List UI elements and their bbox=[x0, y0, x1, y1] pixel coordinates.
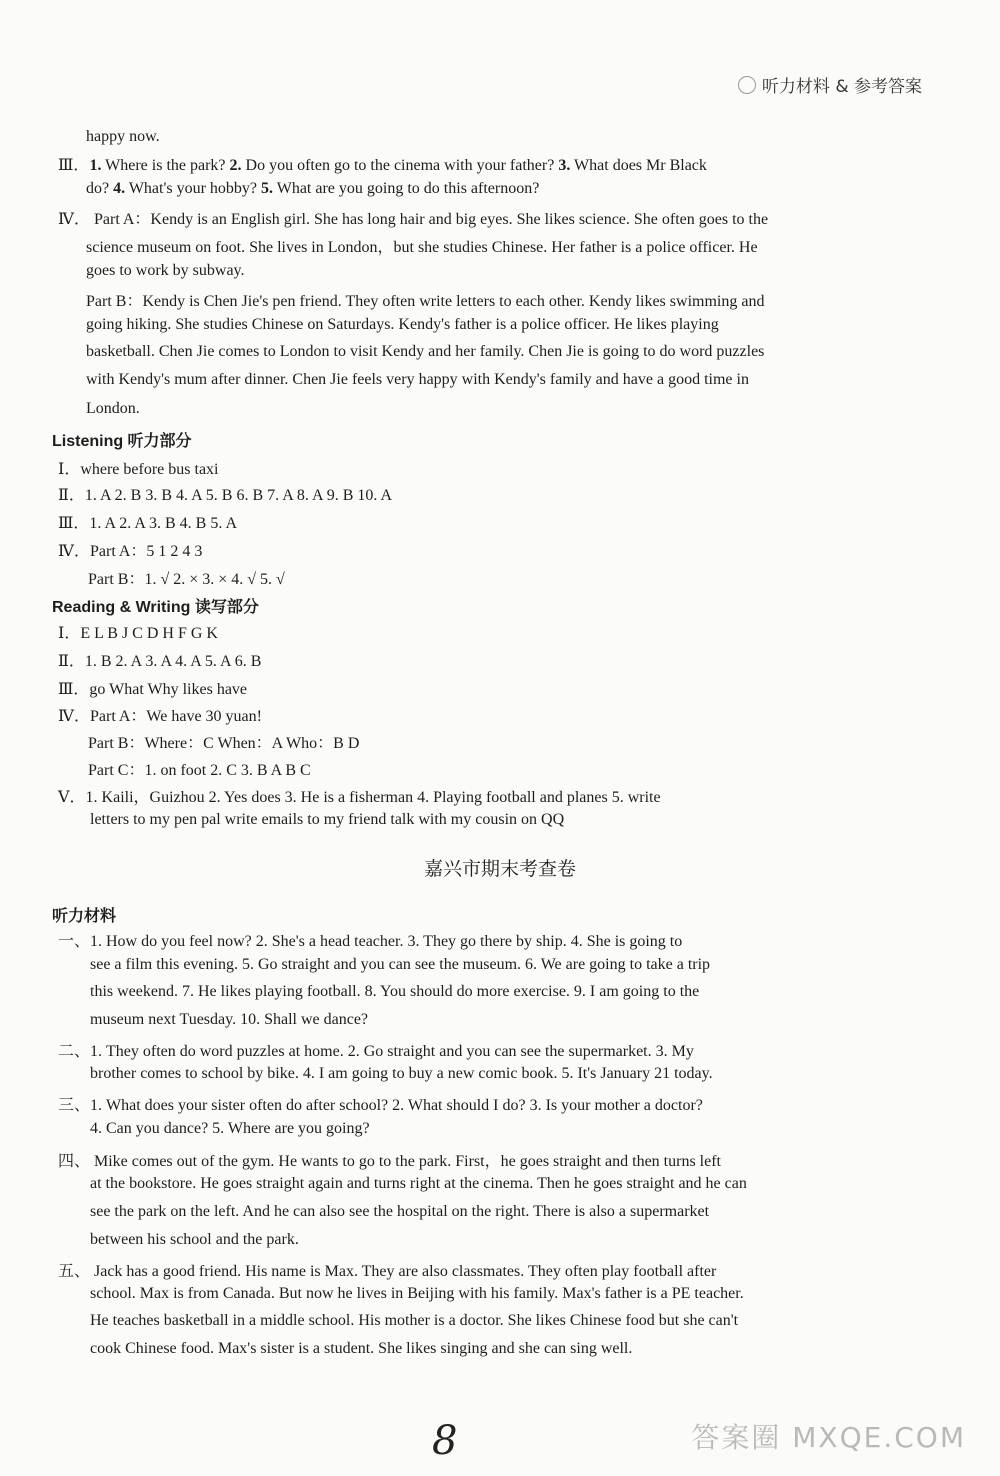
text-line: goes to work by subway. bbox=[86, 262, 245, 279]
text-line: museum next Tuesday. 10. Shall we dance? bbox=[90, 1011, 369, 1028]
text-line: at the bookstore. He goes straight again and turns right at the cinema. Then he goes straight and he can bbox=[90, 1175, 747, 1192]
text-line: letters to my pen pal write emails to my friend talk with my cousin on QQ bbox=[90, 811, 565, 828]
text-line: 三、1. What does your sister often do after school? 2. What should I do? 3. Is your mother a doctor? bbox=[58, 1097, 703, 1114]
text-line: Ⅰ．E L B J C D H F G K bbox=[58, 625, 218, 642]
text-line: 4. Can you dance? 5. Where are you going? bbox=[90, 1120, 370, 1137]
text-line: London. bbox=[86, 400, 140, 417]
text-line: Part C：1. on foot 2. C 3. B A B C bbox=[88, 762, 311, 779]
watermark: 答案圈 MXQE.COM bbox=[691, 1421, 966, 1454]
reading-heading: Reading & Writing 读写部分 bbox=[52, 599, 259, 616]
text-line: with Kendy's mum after dinner. Chen Jie feels very happy with Kendy's family and have a good time in bbox=[86, 371, 749, 388]
text-line: Ⅳ．Part A：We have 30 yuan! bbox=[58, 708, 262, 725]
text-line: see the park on the left. And he can also see the hospital on the right. There is also a supermarket bbox=[90, 1203, 710, 1220]
text-line: Ⅱ．1. A 2. B 3. B 4. A 5. B 6. B 7. A 8. A 9. B 10. A bbox=[58, 487, 393, 504]
text-line: see a film this evening. 5. Go straight and you can see the museum. 6. We are going to take a trip bbox=[90, 956, 711, 973]
page-header bbox=[738, 72, 922, 97]
text-line: science museum on foot. She lives in London，but she studies Chinese. Her father is a police officer. He bbox=[86, 239, 758, 256]
text-line: Ⅱ．1. B 2. A 3. A 4. A 5. A 6. B bbox=[58, 653, 262, 670]
text-line: Part B：1. √ 2. × 3. × 4. √ 5. √ bbox=[88, 571, 285, 588]
text-line: Ⅳ． Part A：Kendy is an English girl. She has long hair and big eyes. She likes science. She often goes to the bbox=[58, 211, 769, 228]
circle-icon bbox=[738, 76, 756, 94]
text-line: Ⅲ．1. Where is the park? 2. Do you often go to the cinema with your father? 3. What does Mr Black bbox=[58, 157, 707, 174]
text-line: between his school and the park. bbox=[90, 1231, 299, 1248]
text-line: 五、 Jack has a good friend. His name is Max. They are also classmates. They often play football after bbox=[58, 1263, 717, 1280]
text-line: school. Max is from Canada. But now he lives in Beijing with his family. Max's father is a PE teacher. bbox=[90, 1285, 744, 1302]
text-line: 一、1. How do you feel now? 2. She's a head teacher. 3. They go there by ship. 4. She is going to bbox=[58, 933, 683, 950]
text-line: He teaches basketball in a middle school. His mother is a doctor. She likes Chinese food but she can't bbox=[90, 1312, 739, 1329]
listening-heading: Listening 听力部分 bbox=[52, 433, 192, 450]
text-line: 二、1. They often do word puzzles at home. 2. Go straight and you can see the supermarket. 3. My bbox=[58, 1043, 694, 1060]
text-line: brother comes to school by bike. 4. I am going to buy a new comic book. 5. It's January 21 today. bbox=[90, 1065, 713, 1082]
text-line: cook Chinese food. Max's sister is a student. She likes singing and she can sing well. bbox=[90, 1340, 633, 1357]
text-line: do? 4. What's your hobby? 5. What are you going to do this afternoon? bbox=[86, 180, 540, 197]
header-title: 听力材料 & 参考答案 bbox=[761, 77, 922, 97]
text-line: 四、 Mike comes out of the gym. He wants to go to the park. First，he goes straight and then turns left bbox=[58, 1153, 722, 1170]
listening-material-heading: 听力材料 bbox=[52, 908, 117, 925]
text-line: Ⅲ．1. A 2. A 3. B 4. B 5. A bbox=[58, 515, 238, 532]
text-line: going hiking. She studies Chinese on Saturdays. Kendy's father is a police officer. He likes playing bbox=[86, 316, 719, 333]
text-line: basketball. Chen Jie comes to London to visit Kendy and her family. Chen Jie is going to do word puzzles bbox=[86, 343, 765, 360]
text-line: Part B：Kendy is Chen Jie's pen friend. They often write letters to each other. Kendy likes swimming and bbox=[86, 293, 765, 310]
text-line: Ⅳ．Part A：5 1 2 4 3 bbox=[58, 543, 203, 560]
text-line: Ⅲ．go What Why likes have bbox=[58, 681, 248, 698]
text-line: Part B：Where：C When：A Who：B D bbox=[88, 735, 360, 752]
section-title: 嘉兴市期末考查卷 bbox=[423, 858, 576, 880]
text-line: Ⅴ．1. Kaili，Guizhou 2. Yes does 3. He is a fisherman 4. Playing football and planes 5. write bbox=[58, 789, 661, 806]
text-line: Ⅰ．where before bus taxi bbox=[58, 461, 219, 478]
text-line: happy now. bbox=[86, 128, 160, 145]
text-line: this weekend. 7. He likes playing football. 8. You should do more exercise. 9. I am going to the bbox=[90, 983, 700, 1000]
page-number: 8 bbox=[432, 1418, 458, 1464]
